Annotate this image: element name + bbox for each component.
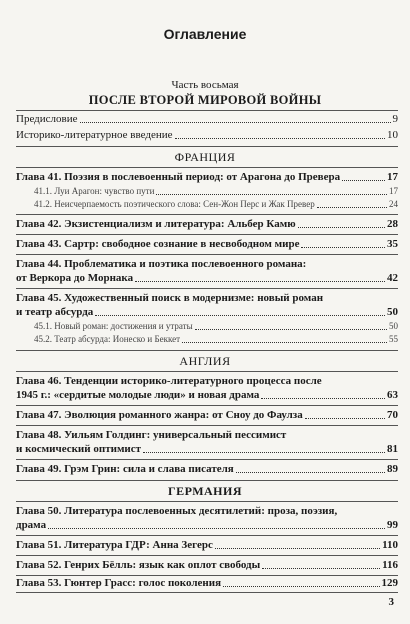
- entry-title: 45.2. Театр абсурда: Ионеско и Беккет: [34, 334, 181, 344]
- entry-page: 24: [389, 199, 398, 209]
- toc-entry-subsection-41-1[interactable]: [34, 186, 398, 197]
- toc-entry-chapter-49[interactable]: [16, 463, 398, 476]
- entry-page: 17: [387, 171, 398, 183]
- divider: [16, 425, 398, 426]
- entry-title: Глава 49. Грэм Грин: сила и слава писателя: [16, 463, 234, 475]
- divider: [16, 110, 398, 111]
- dot-leader: [342, 180, 385, 181]
- section-title-france: ФРАНЦИЯ: [174, 150, 236, 164]
- dot-leader: [223, 586, 379, 587]
- toc-entry-chapter-43[interactable]: [16, 238, 398, 251]
- entry-page: 99: [387, 519, 398, 531]
- entry-title: от Веркора до Морнака: [16, 272, 134, 284]
- divider: [16, 575, 398, 576]
- entry-title: 45.1. Новый роман: достижения и утраты: [34, 321, 193, 331]
- part-label: Часть восьмая: [171, 79, 239, 91]
- toc-entry-chapter-51[interactable]: [16, 539, 398, 552]
- dot-leader: [305, 418, 385, 419]
- divider: [16, 234, 398, 235]
- dot-leader: [261, 398, 385, 399]
- section-title-germany: ГЕРМАНИЯ: [167, 484, 243, 498]
- entry-page: 28: [387, 218, 398, 230]
- entry-page: 50: [387, 306, 398, 318]
- toc-entry-preface[interactable]: [16, 113, 398, 126]
- toc-entry-chapter-41[interactable]: [16, 171, 398, 184]
- toc-entry-chapter-53[interactable]: [16, 577, 398, 590]
- dot-leader: [236, 472, 385, 473]
- part-title: ПОСЛЕ ВТОРОЙ МИРОВОЙ ВОЙНЫ: [88, 93, 322, 107]
- entry-title: Глава 52. Генрих Бёлль: язык как оплот свободы: [16, 559, 261, 571]
- toc-entry-chapter-48-line1[interactable]: Глава 48. Уильям Голдинг: универсальный пессимист: [16, 429, 287, 441]
- entry-title: Предисловие: [16, 113, 78, 125]
- entry-title: Глава 43. Сартр: свободное сознание в несвободном мире: [16, 238, 300, 250]
- entry-page: 70: [387, 409, 398, 421]
- entry-title: Глава 47. Эволюция романного жанра: от Сноу до Фаулза: [16, 409, 303, 421]
- divider: [16, 214, 398, 215]
- entry-page: 42: [387, 272, 398, 284]
- entry-page: 89: [387, 463, 398, 475]
- dot-leader: [175, 138, 386, 139]
- entry-page: 50: [389, 321, 398, 331]
- entry-title: Глава 41. Поэзия в послевоенный период: от Арагона до Превера: [16, 171, 341, 183]
- entry-title: и космический оптимист: [16, 443, 142, 455]
- toc-entry-chapter-46[interactable]: [16, 389, 398, 402]
- entry-page: 17: [389, 186, 398, 196]
- entry-page: 116: [382, 559, 398, 571]
- entry-title: Глава 42. Экзистенциализм и литература: Альбер Камю: [16, 218, 296, 230]
- toc-entry-chapter-45[interactable]: [16, 306, 398, 319]
- page-number: 3: [388, 596, 394, 608]
- dot-leader: [135, 281, 385, 282]
- entry-page: 81: [387, 443, 398, 455]
- divider: [16, 288, 398, 289]
- toc-entry-chapter-44-line1[interactable]: Глава 44. Проблематика и поэтика послевоенного романа:: [16, 258, 307, 270]
- divider: [16, 167, 398, 168]
- divider: [16, 459, 398, 460]
- divider: [16, 592, 398, 593]
- dot-leader: [215, 548, 380, 549]
- dot-leader: [195, 329, 387, 330]
- toc-entry-subsection-41-2[interactable]: [34, 199, 398, 210]
- dot-leader: [143, 452, 385, 453]
- entry-title: Историко-литературное введение: [16, 129, 173, 141]
- entry-page: 35: [387, 238, 398, 250]
- page-title: Оглавление: [163, 26, 247, 42]
- toc-entry-subsection-45-1[interactable]: [34, 321, 398, 332]
- toc-entry-chapter-44[interactable]: [16, 272, 398, 285]
- dot-leader: [80, 122, 391, 123]
- divider: [16, 146, 398, 147]
- toc-entry-chapter-50-line1[interactable]: Глава 50. Литература послевоенных десятилетий: проза, поэзия,: [16, 505, 338, 517]
- divider: [16, 371, 398, 372]
- dot-leader: [301, 247, 385, 248]
- entry-title: 1945 г.: «сердитые молодые люди» и новая драма: [16, 389, 260, 401]
- toc-entry-chapter-47[interactable]: [16, 409, 398, 422]
- toc-entry-chapter-46-line1[interactable]: Глава 46. Тенденции историко-литературного процесса после: [16, 375, 322, 387]
- entry-page: 9: [392, 113, 398, 125]
- section-title-england: АНГЛИЯ: [179, 354, 231, 368]
- toc-entry-subsection-45-2[interactable]: [34, 334, 398, 345]
- dot-leader: [156, 194, 387, 195]
- dot-leader: [317, 207, 387, 208]
- entry-page: 63: [387, 389, 398, 401]
- entry-title: и театр абсурда: [16, 306, 94, 318]
- toc-entry-chapter-45-line1[interactable]: Глава 45. Художественный поиск в модернизме: новый роман: [16, 292, 324, 304]
- divider: [16, 350, 398, 351]
- entry-page: 129: [381, 577, 398, 589]
- divider: [16, 555, 398, 556]
- divider: [16, 405, 398, 406]
- dot-leader: [262, 568, 380, 569]
- divider: [16, 535, 398, 536]
- entry-title: Глава 53. Гюнтер Грасс: голос поколения: [16, 577, 222, 589]
- entry-page: 55: [389, 334, 398, 344]
- toc-entry-introduction[interactable]: [16, 129, 398, 142]
- entry-page: 110: [382, 539, 398, 551]
- toc-entry-chapter-50[interactable]: [16, 519, 398, 532]
- divider: [16, 501, 398, 502]
- dot-leader: [95, 315, 385, 316]
- toc-entry-chapter-48[interactable]: [16, 443, 398, 456]
- divider: [16, 480, 398, 481]
- entry-title: 41.2. Неисчерпаемость поэтического слова: Сен-Жон Перс и Жак Превер: [34, 199, 315, 209]
- dot-leader: [298, 227, 385, 228]
- entry-title: Глава 51. Литература ГДР: Анна Зегерс: [16, 539, 213, 551]
- entry-title: 41.1. Луи Арагон: чувство пути: [34, 186, 155, 196]
- toc-entry-chapter-42[interactable]: [16, 218, 398, 231]
- entry-page: 10: [387, 129, 398, 141]
- divider: [16, 254, 398, 255]
- toc-entry-chapter-52[interactable]: [16, 559, 398, 572]
- dot-leader: [48, 528, 385, 529]
- dot-leader: [182, 342, 387, 343]
- entry-title: драма: [16, 519, 47, 531]
